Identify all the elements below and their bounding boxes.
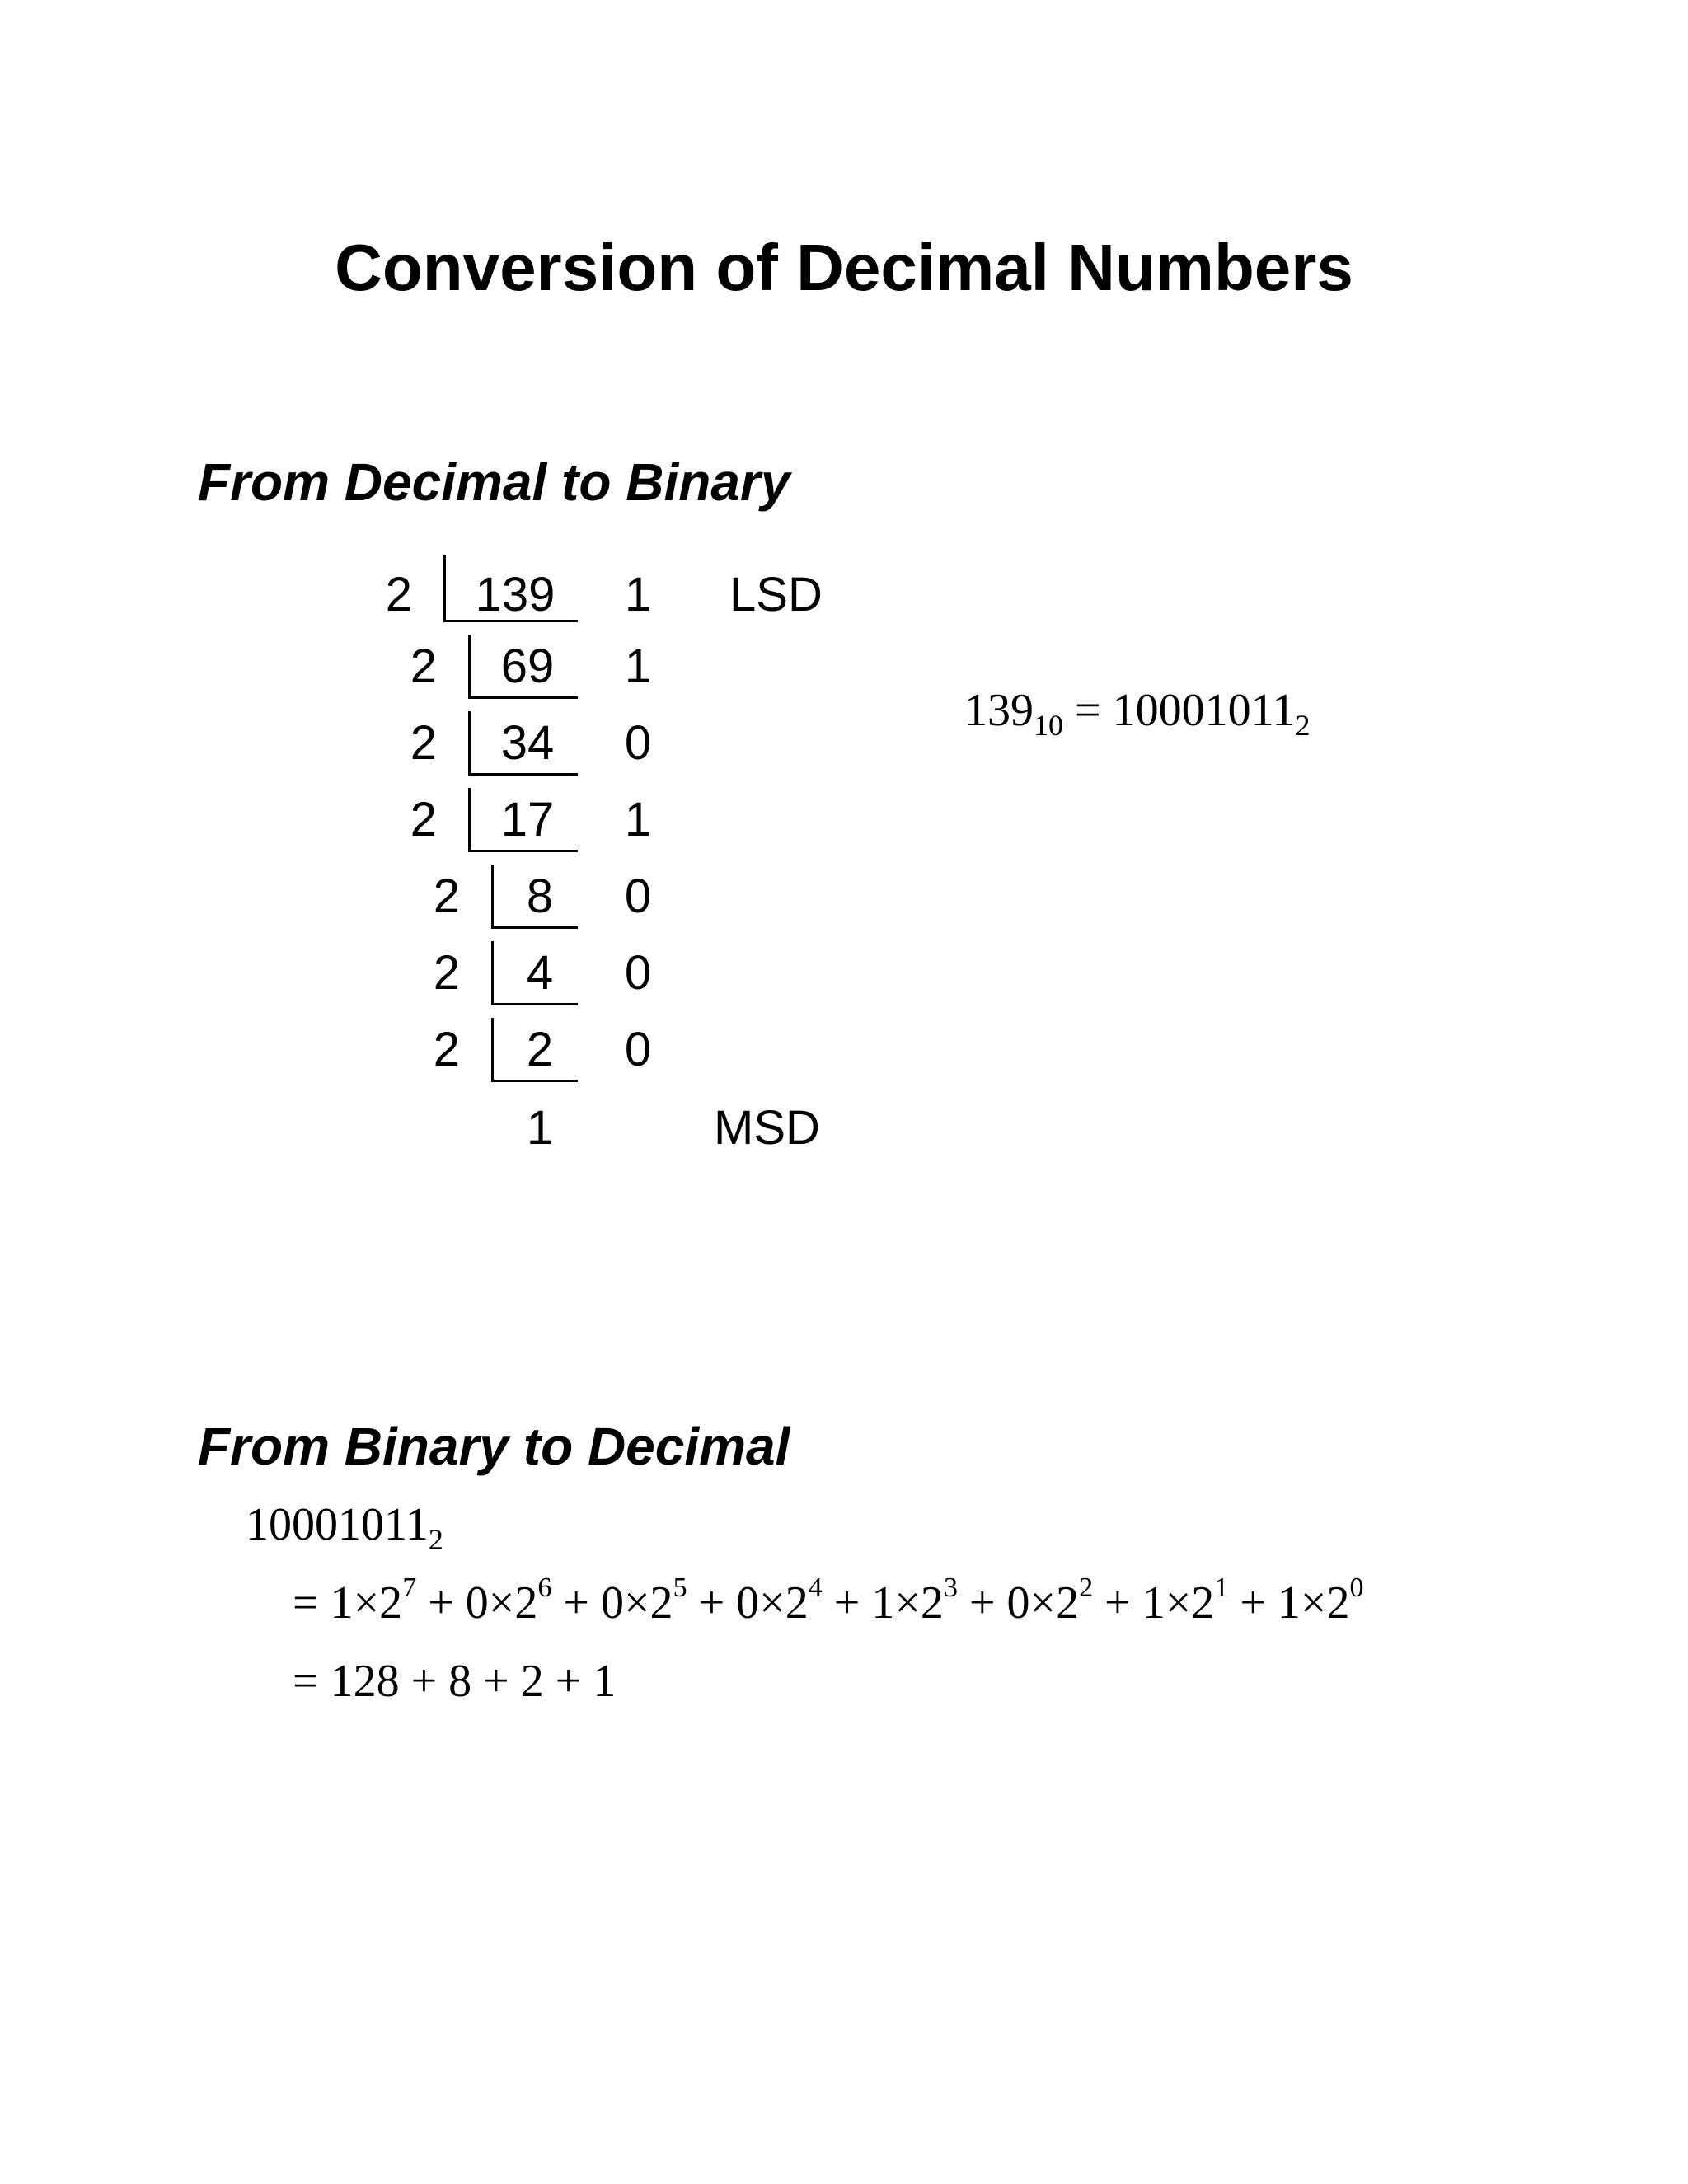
remainder: 1 xyxy=(624,640,652,693)
expansion-term: 0×2 xyxy=(1006,1577,1080,1629)
expansion-term: 0×2 xyxy=(736,1577,809,1629)
remainder: 0 xyxy=(624,946,652,1000)
section-heading-decimal-to-binary: From Decimal to Binary xyxy=(198,452,790,512)
divisor: 2 xyxy=(433,869,460,923)
exponent: 1 xyxy=(1214,1572,1229,1603)
division-bracket xyxy=(468,788,471,852)
division-bracket xyxy=(468,711,471,776)
plus-sign: + xyxy=(416,1577,466,1629)
decimal-base: 10 xyxy=(1034,709,1063,742)
dividend: 4 xyxy=(526,946,554,1000)
expansion-term: 0×2 xyxy=(600,1577,673,1629)
divisor: 2 xyxy=(410,793,437,846)
binary-number-base: 2 xyxy=(428,1523,443,1556)
decimal-value: 139 xyxy=(964,685,1034,736)
remainder: 0 xyxy=(624,869,652,923)
plus-sign: + xyxy=(1228,1577,1278,1629)
equals-sign: = xyxy=(293,1577,331,1629)
binary-number xyxy=(246,1498,443,1556)
plus-sign: + xyxy=(1093,1577,1142,1629)
expansion-term: 1×2 xyxy=(1142,1577,1215,1629)
exponent: 7 xyxy=(402,1572,417,1603)
expansion-term: 1×2 xyxy=(871,1577,944,1629)
binary-base: 2 xyxy=(1295,709,1311,742)
dividend: 17 xyxy=(500,793,555,846)
dividend: 2 xyxy=(526,1023,554,1076)
final-quotient: 1 xyxy=(526,1101,554,1155)
exponent: 4 xyxy=(808,1572,823,1603)
division-bracket xyxy=(491,1003,578,1005)
division-bracket xyxy=(443,555,446,622)
divisor: 2 xyxy=(433,946,460,1000)
positional-expansion xyxy=(293,1572,1364,1629)
dividend: 8 xyxy=(526,869,554,923)
remainder: 0 xyxy=(624,716,652,770)
divisor: 2 xyxy=(410,640,437,693)
expansion-term: 1×2 xyxy=(1277,1577,1350,1629)
division-bracket xyxy=(491,1080,578,1082)
exponent: 2 xyxy=(1079,1572,1094,1603)
page-title: Conversion of Decimal Numbers xyxy=(335,231,1353,304)
plus-sign: + xyxy=(687,1577,737,1629)
divisor: 2 xyxy=(433,1023,460,1076)
remainder: 0 xyxy=(624,1023,652,1076)
plus-sign: + xyxy=(822,1577,872,1629)
msd-label: MSD xyxy=(714,1101,820,1155)
exponent: 0 xyxy=(1349,1572,1364,1603)
binary-digits: 10001011 xyxy=(246,1499,429,1550)
exponent: 6 xyxy=(537,1572,552,1603)
exponent: 5 xyxy=(673,1572,687,1603)
conversion-result xyxy=(964,684,1311,742)
remainder: 1 xyxy=(624,793,652,846)
division-bracket xyxy=(468,850,578,852)
dividend: 139 xyxy=(475,568,556,621)
division-bracket xyxy=(491,926,578,929)
exponent: 3 xyxy=(943,1572,958,1603)
division-bracket xyxy=(468,773,578,776)
remainder: 1 xyxy=(624,568,652,621)
expansion-term: 0×2 xyxy=(465,1577,538,1629)
lsd-label: LSD xyxy=(729,568,823,621)
equals-sign: = xyxy=(1075,685,1101,736)
binary-value: 10001011 xyxy=(1112,685,1296,736)
divisor: 2 xyxy=(410,716,437,770)
dividend: 69 xyxy=(500,640,555,693)
sum-line: = 128 + 8 + 2 + 1 xyxy=(293,1656,617,1707)
plus-sign: + xyxy=(551,1577,601,1629)
expansion-term: 1×2 xyxy=(330,1577,403,1629)
divisor: 2 xyxy=(385,568,412,621)
dividend: 34 xyxy=(500,716,555,770)
plus-sign: + xyxy=(957,1577,1007,1629)
division-bracket xyxy=(468,696,578,699)
section-heading-binary-to-decimal: From Binary to Decimal xyxy=(198,1417,790,1476)
division-bracket xyxy=(468,635,471,699)
